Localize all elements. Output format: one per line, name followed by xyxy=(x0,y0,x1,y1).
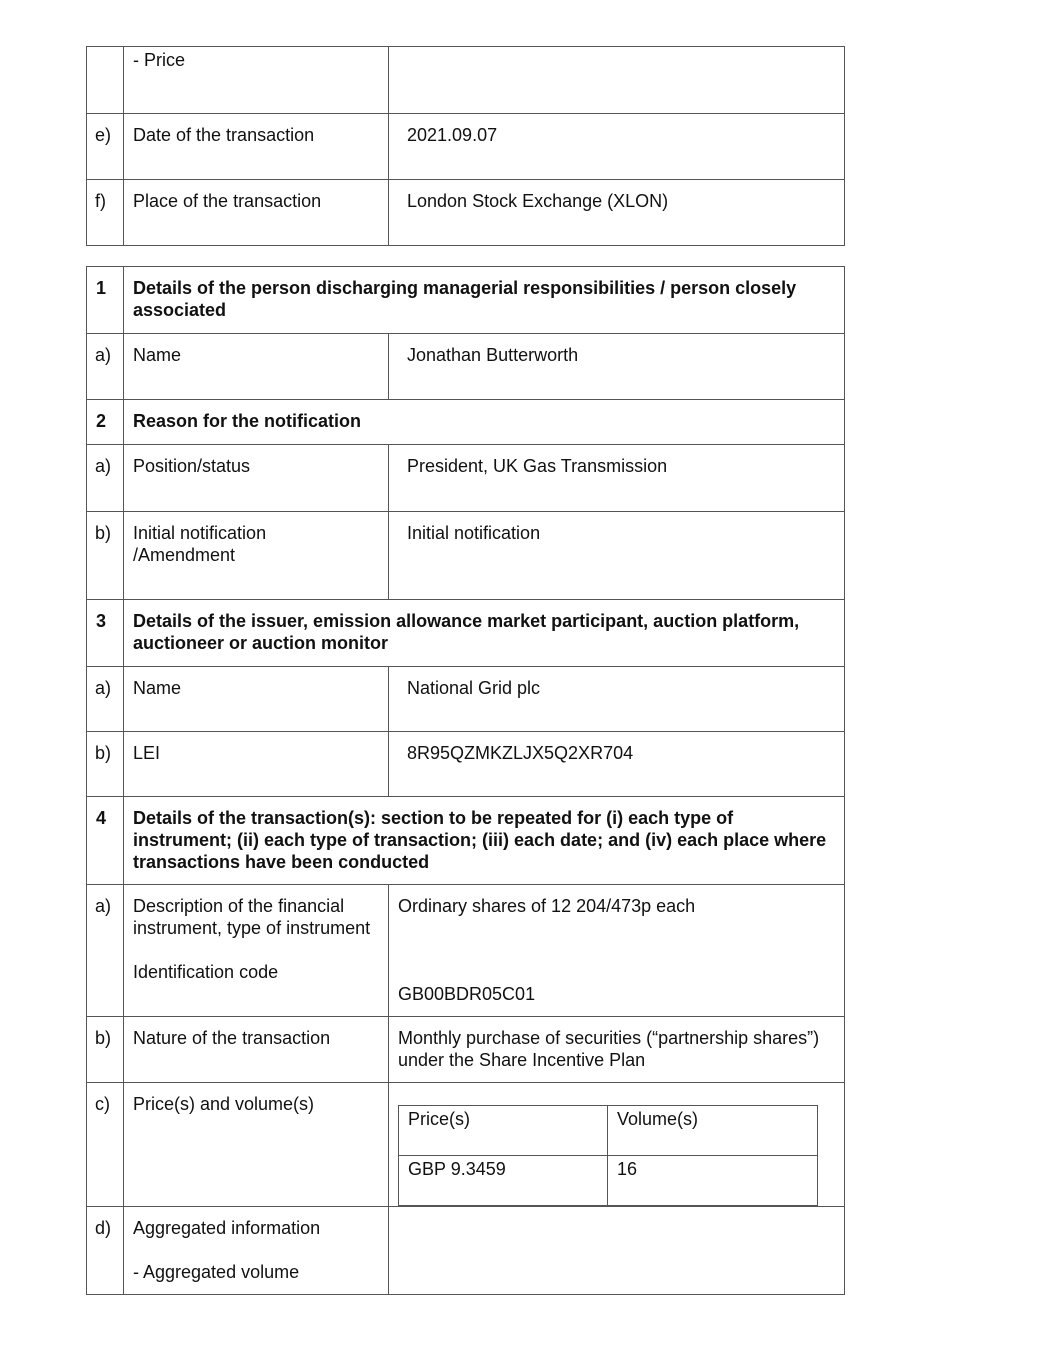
row-number: a) xyxy=(87,334,124,400)
table-row xyxy=(87,1083,845,1207)
row-number: b) xyxy=(87,512,124,600)
row-label xyxy=(124,885,389,1017)
identification-code-value: GB00BDR05C01 xyxy=(398,984,536,1004)
table-row xyxy=(399,1156,818,1206)
section-number: 2 xyxy=(87,400,124,445)
row-value: 8R95QZMKZLJX5Q2XR704 xyxy=(389,732,845,797)
section-number: 3 xyxy=(87,600,124,667)
table-row xyxy=(87,47,845,114)
instrument-description-label: Description of the financial instrument, type of instrument xyxy=(133,896,371,938)
row-number: a) xyxy=(87,667,124,732)
table-row xyxy=(87,1207,845,1295)
table-row xyxy=(399,1106,818,1156)
table-row xyxy=(87,334,845,400)
section-title: Reason for the notification xyxy=(124,400,845,445)
row-number: c) xyxy=(87,1083,124,1207)
aggregated-information-label: Aggregated information xyxy=(133,1218,321,1238)
instrument-description-value: Ordinary shares of 12 204/473p each xyxy=(398,896,696,916)
table-row xyxy=(87,885,845,1017)
row-label: Date of the transaction xyxy=(124,114,389,180)
row-number: f) xyxy=(87,180,124,246)
aggregated-volume-label: - Aggregated volume xyxy=(133,1262,300,1282)
price-volume-table xyxy=(398,1105,818,1206)
row-number xyxy=(87,47,124,114)
row-value: 2021.09.07 xyxy=(389,114,845,180)
row-value: National Grid plc xyxy=(389,667,845,732)
notification-table xyxy=(86,266,845,1295)
row-label: - Price xyxy=(124,47,389,114)
row-label: Position/status xyxy=(124,445,389,512)
row-value xyxy=(389,47,845,114)
row-value: President, UK Gas Transmission xyxy=(389,445,845,512)
row-label-line: /Amendment xyxy=(133,545,236,565)
row-number: b) xyxy=(87,732,124,797)
row-value: Monthly purchase of securities (“partnership shares”) under the Share Incentive Plan xyxy=(389,1017,845,1083)
row-value xyxy=(389,1207,845,1295)
row-label: Price(s) and volume(s) xyxy=(124,1083,389,1207)
table-row xyxy=(87,512,845,600)
section-title: Details of the person discharging managerial responsibilities / person closely associated xyxy=(124,267,845,334)
section-header xyxy=(87,797,845,885)
row-value: London Stock Exchange (XLON) xyxy=(389,180,845,246)
section-title: Details of the transaction(s): section to be repeated for (i) each type of instrument; (ii) each type of transaction; (iii) each date; and (iv) each place where transactions have been conducted xyxy=(124,797,845,885)
volume-header: Volume(s) xyxy=(608,1106,818,1156)
row-label: Place of the transaction xyxy=(124,180,389,246)
transaction-continuation-table xyxy=(86,46,845,246)
section-header xyxy=(87,267,845,334)
table-row xyxy=(87,732,845,797)
row-number: b) xyxy=(87,1017,124,1083)
row-value: Jonathan Butterworth xyxy=(389,334,845,400)
section-header xyxy=(87,400,845,445)
table-row xyxy=(87,114,845,180)
table-row xyxy=(87,1017,845,1083)
row-label: Name xyxy=(124,334,389,400)
row-label: Name xyxy=(124,667,389,732)
row-number: a) xyxy=(87,885,124,1017)
row-value xyxy=(389,885,845,1017)
section-number: 1 xyxy=(87,267,124,334)
row-label: LEI xyxy=(124,732,389,797)
row-label xyxy=(124,512,389,600)
table-row xyxy=(87,180,845,246)
row-number: e) xyxy=(87,114,124,180)
identification-code-label: Identification code xyxy=(133,962,279,982)
volume-value: 16 xyxy=(608,1156,818,1206)
table-row xyxy=(87,667,845,732)
row-label-line: Initial notification xyxy=(133,523,267,543)
row-value: Initial notification xyxy=(389,512,845,600)
price-value: GBP 9.3459 xyxy=(399,1156,608,1206)
table-row xyxy=(87,445,845,512)
row-number: a) xyxy=(87,445,124,512)
section-title: Details of the issuer, emission allowance market participant, auction platform, auctioneer or auction monitor xyxy=(124,600,845,667)
row-label xyxy=(124,1207,389,1295)
row-number: d) xyxy=(87,1207,124,1295)
row-value xyxy=(389,1083,845,1207)
section-header xyxy=(87,600,845,667)
row-label: Nature of the transaction xyxy=(124,1017,389,1083)
price-header: Price(s) xyxy=(399,1106,608,1156)
section-number: 4 xyxy=(87,797,124,885)
